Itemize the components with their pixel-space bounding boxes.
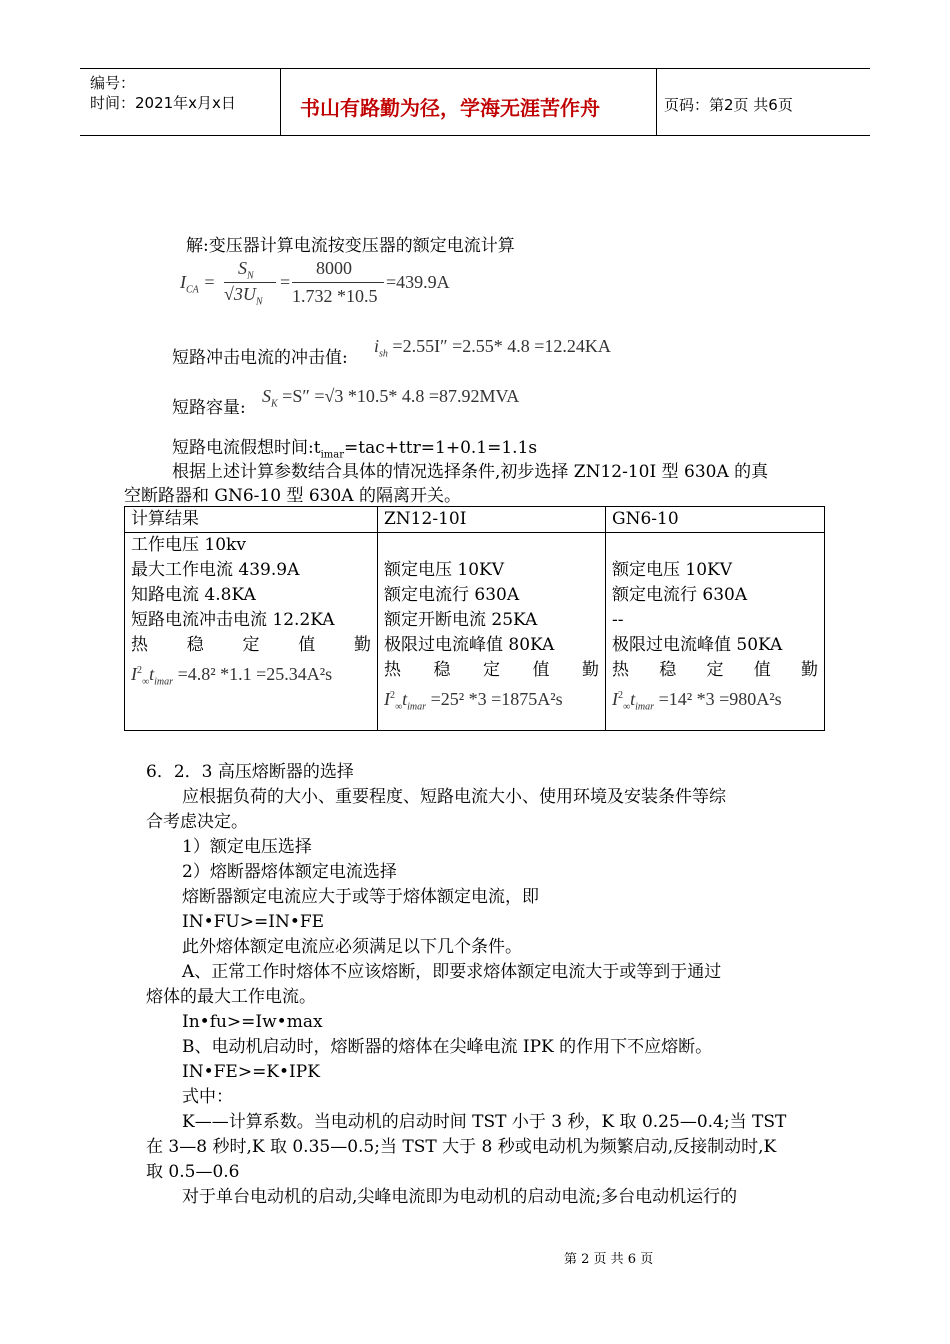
- result-thermal-label: 热 稳 定 值 勤: [131, 635, 371, 655]
- capacity-label: 短路容量:: [172, 398, 246, 418]
- table-header-zn: ZN12-10I: [378, 507, 606, 533]
- section-p1-line1: 应根据负荷的大小、重要程度、短路电流大小、使用环境及安装条件等综: [182, 787, 726, 807]
- zn-thermal-formula: $I^2_\infty t_{imar} =25^2$ *3 =1875A²s: [384, 689, 563, 713]
- zn-rated-voltage: 额定电压 10KV: [384, 560, 505, 580]
- table-cell-result: [125, 533, 378, 731]
- header-time-label: 时间：2021年x月x日: [90, 94, 236, 112]
- shock-label: 短路冲击电流的冲击值:: [172, 348, 348, 368]
- fraction-2-bar: [292, 282, 384, 283]
- fake-time-line: 短路电流假想时间$:t_{imar}=tac+ttr=1+0.1=1.1s$: [172, 438, 538, 461]
- ica-result: =439.9A: [386, 272, 450, 292]
- gn-rated-current: 额定电流行 630A: [612, 585, 748, 605]
- gn-thermal-formula: $I^2_\infty t_{imar} =14^2$ *3 =980A²s: [612, 689, 782, 713]
- section-k-line3: 取 0.5—0.6: [146, 1162, 240, 1182]
- section-k-line1: K——计算系数。当电动机的启动时间 TST 小于 3 秒，K 取 0.25—0.4;当 TST: [182, 1112, 787, 1132]
- zn-thermal-label: 热 稳 定 值 勤: [384, 660, 599, 680]
- result-short-current: 知路电流 4.8KA: [131, 585, 256, 605]
- section-p2: 熔断器额定电流应大于或等于熔体额定电流，即: [182, 887, 539, 907]
- zn-rated-current: 额定电流行 630A: [384, 585, 520, 605]
- select-line-1: 根据上述计算参数结合具体的情况选择条件,初步选择 ZN12-10I 型 630A 的真: [172, 462, 769, 482]
- section-a-line2: 熔体的最大工作电流。: [146, 987, 316, 1007]
- section-p3: 此外熔体额定电流应必须满足以下几个条件。: [182, 937, 522, 957]
- page-footer: 第 2 页 共 6 页: [564, 1252, 654, 1267]
- fraction-2-denominator: 1.732 *10.5: [292, 286, 378, 306]
- section-last: 对于单台电动机的启动,尖峰电流即为电动机的启动电流;多台电动机运行的: [182, 1187, 738, 1207]
- sk-formula: $S_K =S'' =√3$ *10.5* 4.8 =87.92MVA: [262, 386, 520, 410]
- gn-blank: [612, 533, 818, 558]
- fraction-1-numerator: $S_N$: [238, 258, 254, 282]
- section-k-line2: 在 3—8 秒时,K 取 0.35—0.5;当 TST 大于 8 秒或电动机为频繁启动,反接制动时,K: [146, 1137, 777, 1157]
- fraction-1-bar: [224, 282, 276, 283]
- result-shock-current: 短路电流冲击电流 12.2KA: [131, 610, 335, 630]
- section-where: 式中：: [182, 1087, 233, 1107]
- table-header-gn: GN6-10: [606, 507, 825, 533]
- fraction-2-numerator: 8000: [316, 258, 352, 278]
- section-b: B、电动机启动时，熔断器的熔体在尖峰电流 IPK 的作用下不应熔断。: [182, 1037, 713, 1057]
- section-item-2: 2）熔断器熔体额定电流选择: [182, 862, 397, 882]
- header-divider-left: [280, 68, 281, 135]
- header-top-rule: [80, 68, 870, 69]
- header-divider-right: [656, 68, 657, 135]
- gn-peak-current: 极限过电流峰值 50KA: [612, 635, 783, 655]
- fraction-1-denominator: $√3U_N$: [224, 284, 263, 308]
- section-item-1: 1）额定电压选择: [182, 837, 312, 857]
- section-title: 6．2．3 高压熔断器的选择: [146, 762, 354, 782]
- header-number-label: 编号：: [90, 74, 136, 92]
- selection-table: [124, 506, 825, 731]
- header-page-code: 页码：第2页 共6页: [664, 96, 793, 114]
- result-thermal-formula: $I^2_\infty t_{imar} =4.8^2$ *1.1 =25.34A²s: [131, 664, 333, 688]
- gn-dash: --: [612, 610, 624, 630]
- ica-symbol: $I_{CA}$ =: [180, 272, 216, 296]
- zn-blank: [384, 533, 599, 558]
- ish-formula: $i_{sh} =2.55I'' =2.55*$ 4.8 =12.24KA: [374, 336, 611, 360]
- gn-rated-voltage: 额定电压 10KV: [612, 560, 733, 580]
- solution-line: 解:变压器计算电流按变压器的额定电流计算: [186, 236, 515, 256]
- table-header-result: 计算结果: [125, 507, 378, 533]
- result-max-current: 最大工作电流 439.9A: [131, 560, 300, 580]
- header-bottom-rule: [80, 135, 870, 136]
- gn-thermal-label: 热 稳 定 值 勤: [612, 660, 818, 680]
- section-formula-1: IN•FU>=IN•FE: [182, 912, 325, 932]
- section-formula-3: IN•FE>=K•IPK: [182, 1062, 320, 1082]
- equals-sign: =: [280, 272, 291, 292]
- zn-breaking-current: 额定开断电流 25KA: [384, 610, 538, 630]
- section-p1-line2: 合考虑决定。: [146, 812, 248, 832]
- result-voltage: 工作电压 10kv: [131, 535, 246, 555]
- zn-peak-current: 极限过电流峰值 80KA: [384, 635, 555, 655]
- section-formula-2: In•fu>=Iw•max: [182, 1012, 323, 1032]
- select-line-2: 空断路器和 GN6-10 型 630A 的隔离开关。: [124, 486, 461, 506]
- table-cell-zn: [378, 533, 606, 731]
- table-cell-gn: [606, 533, 825, 731]
- header-motto: 书山有路勤为径，学海无涯苦作舟: [300, 96, 600, 120]
- section-a-line1: A、正常工作时熔体不应该熔断，即要求熔体额定电流大于或等到于通过: [182, 962, 722, 982]
